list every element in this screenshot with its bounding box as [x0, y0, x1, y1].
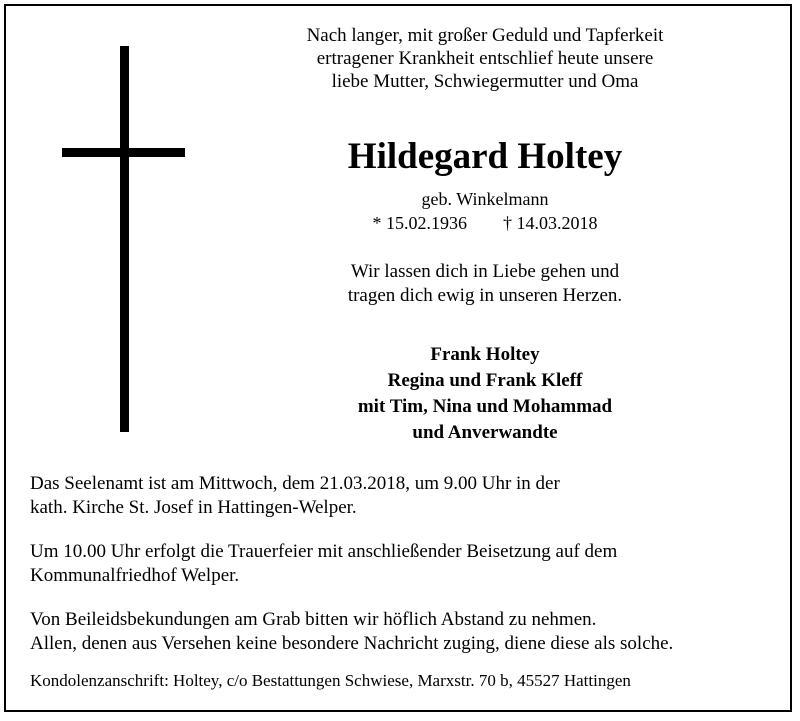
- paragraph-line: Das Seelenamt ist am Mittwoch, dem 21.03.2018, um 9.00 Uhr in der: [30, 473, 560, 494]
- mourner: Frank Holtey: [430, 344, 540, 365]
- life-dates: [220, 212, 750, 234]
- intro-line: liebe Mutter, Schwiegermutter und Oma: [331, 71, 639, 92]
- mourner: mit Tim, Nina und Mohammad: [357, 396, 613, 417]
- service-paragraph: [30, 472, 770, 520]
- funeral-paragraph: [30, 540, 770, 588]
- paragraph-line: kath. Kirche St. Josef in Hattingen-Welper.: [30, 497, 357, 518]
- paragraph-line: Um 10.00 Uhr erfolgt die Trauerfeier mit anschließender Beisetzung auf dem: [30, 541, 618, 562]
- farewell-line: tragen dich ewig in unseren Herzen.: [347, 285, 623, 306]
- maiden-name: geb. Winkelmann: [421, 189, 549, 209]
- paragraph-line: Von Beileidsbekundungen am Grab bitten wir höflich Abstand zu nehmen.: [30, 609, 597, 630]
- farewell-verse: [220, 260, 750, 308]
- mourners-list: [220, 342, 750, 446]
- paragraph-line: Allen, denen aus Versehen keine besondere Nachricht zuging, diene diese als solche.: [30, 633, 674, 654]
- intro-line: Nach langer, mit großer Geduld und Tapferkeit: [306, 25, 664, 46]
- mourner: Regina und Frank Kleff: [387, 370, 583, 391]
- mourner: und Anverwandte: [412, 422, 558, 443]
- intro-line: ertragener Krankheit entschlief heute unsere: [316, 48, 654, 69]
- farewell-line: Wir lassen dich in Liebe gehen und: [350, 261, 620, 282]
- death-date: † 14.03.2018: [503, 213, 598, 233]
- requests-paragraph: [30, 608, 770, 656]
- deceased-name: Hildegard Holtey: [347, 136, 623, 177]
- condolence-address: Kondolenzanschrift: Holtey, c/o Bestattungen Schwiese, Marxstr. 70 b, 45527 Hattingen: [30, 671, 631, 690]
- cross-horizontal-beam: [62, 148, 185, 157]
- intro-text: [220, 24, 750, 93]
- birth-date: * 15.02.1936: [372, 213, 467, 233]
- cross-vertical-beam: [120, 46, 129, 432]
- paragraph-line: Kommunalfriedhof Welper.: [30, 565, 240, 586]
